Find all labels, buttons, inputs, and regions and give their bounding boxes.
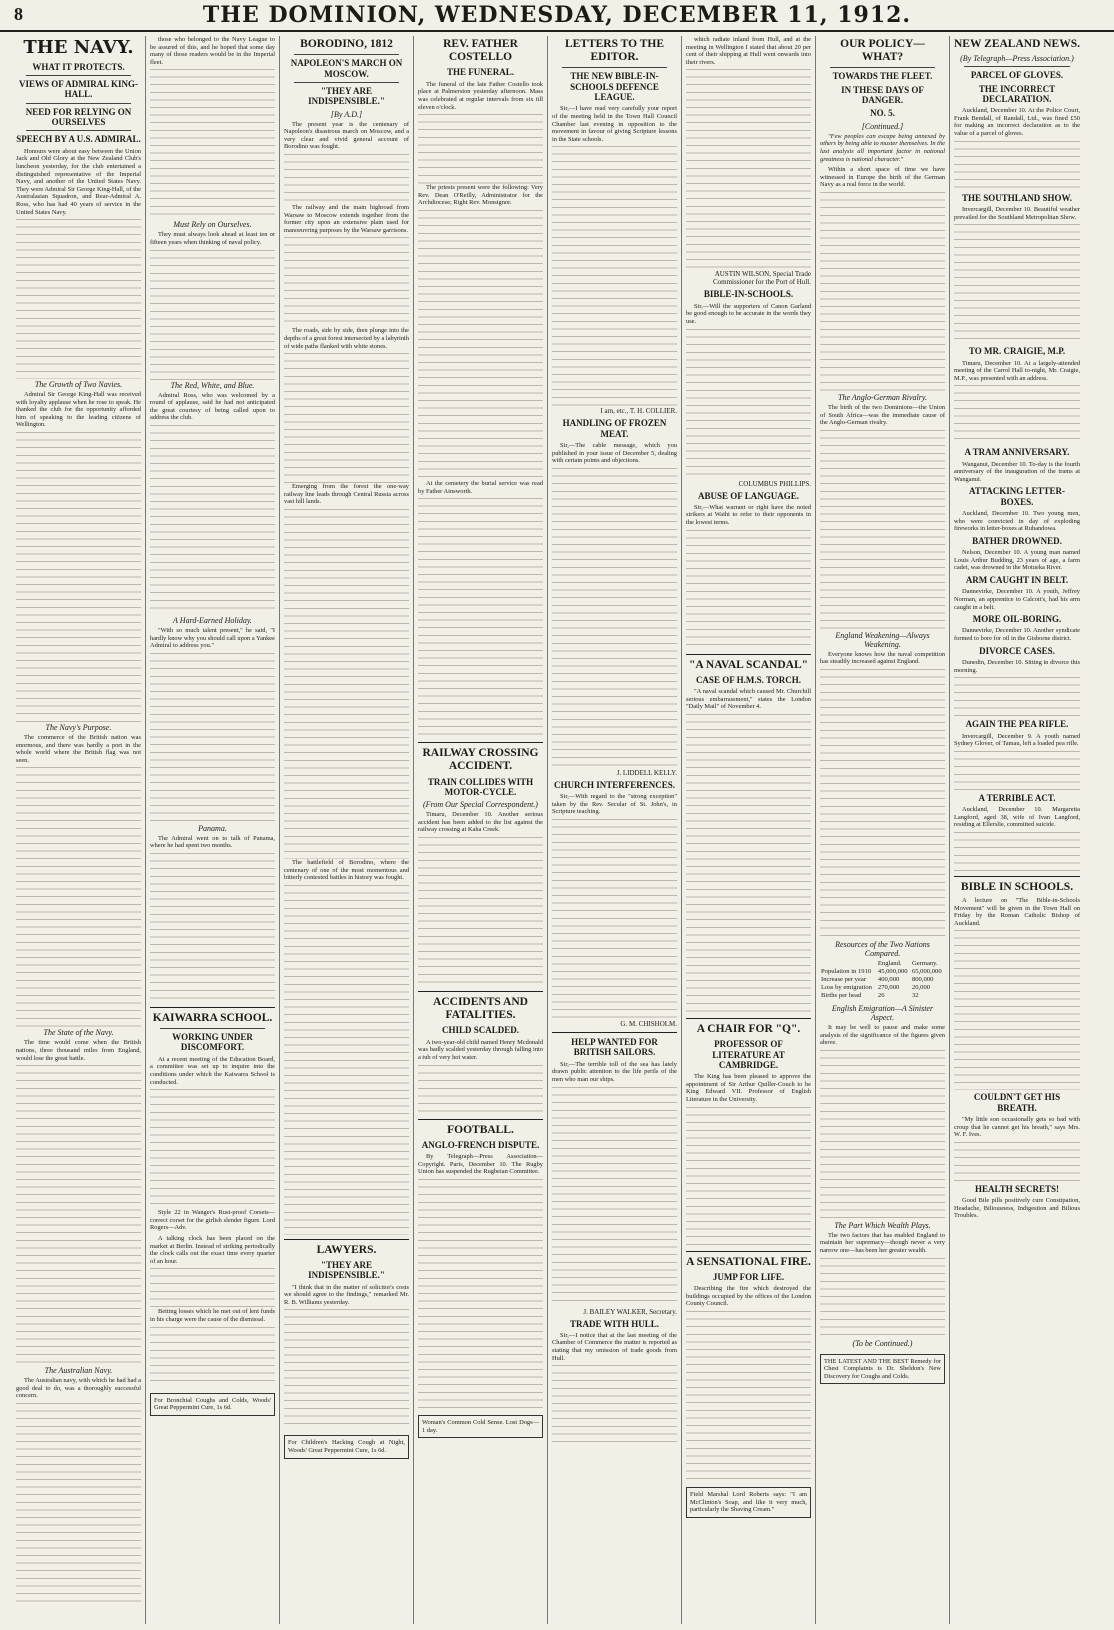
- paragraph: The commerce of the British nation was enormous, and there was hardly a port in the whole world where the British flag was not seen.: [16, 734, 141, 764]
- text-lines: [686, 530, 811, 650]
- column-5: [548, 36, 682, 1624]
- table-cell: Increase per year: [821, 975, 867, 983]
- paragraph: Wanganui, December 10. To-day is the fourth anniversary of the inauguration of the trams at Wanganui.: [954, 460, 1080, 483]
- paragraph: Sir,—I notice that at the last meeting of the Chamber of Commerce the matter is reported as stating that my omission of trade goods from Hull.: [552, 1331, 677, 1362]
- subheading: ATTACKING LETTER-BOXES.: [969, 486, 1065, 507]
- advertisement: [150, 1393, 275, 1416]
- paragraph: It may be well to pause and make some analysis of the significance of the figures given above.: [820, 1023, 945, 1047]
- deck: IN THESE DAYS OF DANGER.: [841, 84, 924, 106]
- divider: [294, 54, 399, 55]
- byline: [By A.D.]: [330, 109, 363, 119]
- table-cell: 32: [911, 991, 919, 999]
- paragraph: Auckland, December 10. Margaretta Langford, aged 38, wife of Ivan Langford, residing at Ellerslie, committed suicide.: [954, 806, 1080, 829]
- paragraph: By Telegraph—Press Association—Copyright. Paris, December 10. The Rugby Union has suspended the Rugbeian Committee.: [418, 1153, 543, 1176]
- paragraph: "My little son occasionally gets so bad with croup that he cannot get his breath," says Mrs. W. F. Ives.: [954, 1116, 1080, 1139]
- ad-text: For Bronchial Coughs and Colds, Woods' Great Peppermint Cure, 1s 6d.: [154, 1396, 271, 1412]
- paragraph: Dannevirke, December 10. A youth, Jeffrey Norman, an apprentice to Calcott's, had his arm caught in a belt.: [954, 588, 1080, 611]
- advertisement: [686, 1487, 811, 1518]
- deck: TRAIN COLLIDES WITH MOTOR-CYCLE.: [427, 776, 534, 797]
- paragraph: Invercargill, December 9. A youth named Sydney Glover, of Tamau, left a loaded pea rifle.: [954, 732, 1080, 748]
- table-header-cell: Germany.: [911, 959, 938, 967]
- resources-table: [820, 960, 945, 1000]
- paragraph: Admiral Sir George King-Hall was received with loyalty applause when he rose to speak. He thanked the club for the opportunity afforded him of speaking to the leading citizens of Wellington.: [16, 391, 141, 429]
- deck: (By Telegraph—Press Association.): [960, 54, 1074, 64]
- text-lines: [150, 1268, 275, 1308]
- paragraph: The priests present were the following: Very Rev. Dean O'Reilly, Administrator for the Archdiocese; Right Rev. Monsignor.: [418, 184, 543, 207]
- headline-football: FOOTBALL.: [447, 1123, 514, 1136]
- divider: [150, 1007, 275, 1008]
- subheading: (From Our Special Correspondent.): [423, 800, 538, 810]
- subheading: The Navy's Purpose.: [45, 723, 112, 733]
- deck: WHAT IT PROTECTS.: [32, 61, 125, 72]
- text-lines: [284, 1309, 409, 1429]
- paragraph: Invercargill, December 10. Beautiful weather prevailed for the Southland Metropolitan Show.: [954, 205, 1080, 221]
- paragraph: Dannevirke, December 10. Another syndicate formed to bore for oil in the Gisborne district.: [954, 627, 1080, 643]
- paragraph: Everyone knows how the naval competition has steadily increased against England.: [820, 650, 945, 666]
- column-7: [816, 36, 950, 1624]
- article-number: NO. 5.: [870, 108, 895, 119]
- paragraph: Auckland, December 10. At the Police Court, Frank Bendall, of Randall, Ltd., was fined £50 for making an incorrect declaration as to the value of a parcel of gloves.: [954, 107, 1080, 138]
- subheading: COULDN'T GET HIS BREATH.: [973, 1092, 1061, 1113]
- deck: THE INCORRECT DECLARATION.: [978, 83, 1056, 104]
- subheading: THE SOUTHLAND SHOW.: [962, 192, 1072, 203]
- paragraph: Describing the fire which destroyed the buildings occupied by the offices of the London County Council.: [686, 1285, 811, 1308]
- quote: "Few peoples can escape being annexed by others by being able to muster themselves. In the last analysis all important factor in national greatness is national character.": [820, 132, 945, 163]
- column-1: [12, 36, 146, 1624]
- paragraph: The funeral of the late Father Costello took place at Palmerston yesterday afternoon. Mass was celebrated at regular intervals from six till eleven o'clock.: [418, 80, 543, 111]
- divider: [562, 67, 667, 68]
- headline-naval-scandal: "A NAVAL SCANDAL": [688, 658, 809, 671]
- ad-text: THE LATEST AND THE BEST Remedy for Chest Complaints is Dr. Sheldon's New Discovery for Coughs and Colds.: [824, 1357, 941, 1380]
- deck: NEED FOR RELYING ON OURSELVES: [25, 106, 132, 128]
- text-lines: [686, 714, 811, 1014]
- text-lines: [954, 385, 1080, 445]
- text-lines: [16, 1403, 141, 1603]
- subheading: The Australian Navy.: [44, 1366, 113, 1376]
- divider: [552, 1032, 677, 1033]
- deck: NAPOLEON'S MARCH ON MOSCOW.: [290, 58, 403, 79]
- text-lines: [150, 653, 275, 823]
- advertisement: [418, 1415, 543, 1438]
- divider: [686, 654, 811, 655]
- paragraph: which radiate inland from Hull, and at the meeting in Wellington I stated that about 20 per cent of their shipping at Hull went onwards into their rivers.: [686, 36, 811, 66]
- headline-accidents: ACCIDENTS AND FATALITIES.: [433, 996, 528, 1022]
- text-lines: [954, 832, 1080, 872]
- headline-the-navy: THE NAVY.: [23, 37, 134, 58]
- text-lines: [820, 430, 945, 630]
- page-number: 8: [14, 4, 23, 24]
- headline-railway-accident: RAILWAY CROSSING ACCIDENT.: [422, 747, 539, 773]
- text-lines: [820, 192, 945, 392]
- divider: [26, 75, 131, 76]
- text-lines: [686, 1107, 811, 1247]
- subheading: TRADE WITH HULL.: [569, 1318, 660, 1329]
- text-lines: [16, 432, 141, 722]
- text-lines: [418, 1065, 543, 1115]
- text-lines: [954, 751, 1080, 791]
- table-cell: 26: [877, 991, 885, 999]
- paragraph: They must always look ahead at least ten or fifteen years when thinking of naval policy.: [150, 231, 275, 246]
- text-lines: [954, 224, 1080, 344]
- headline-our-policy: OUR POLICY—WHAT?: [840, 38, 925, 64]
- paragraph: Betting losses which he met out of lent funds in his charge were the cause of the dismissal.: [150, 1308, 275, 1323]
- table-header-cell: [820, 960, 877, 968]
- advertisement: [284, 1435, 409, 1458]
- text-lines: [686, 329, 811, 479]
- signature: G. M. CHISHOLM.: [620, 1020, 677, 1029]
- table-row: [820, 976, 945, 984]
- text-lines: [150, 853, 275, 1003]
- table-cell: Population in 1910: [821, 967, 872, 975]
- text-lines: [820, 669, 945, 939]
- text-lines: [284, 154, 409, 204]
- column-6: [682, 36, 816, 1624]
- signature: I am, etc., T. H. COLLIER.: [600, 407, 677, 416]
- column-3: [280, 36, 414, 1624]
- paragraph: Good Bile pills positively cure Constipation, Headache, Biliousness, Indigestion and Bilious Troubles.: [954, 1197, 1080, 1220]
- paragraph: Auckland, December 10. Two young men, who were convicted in day of exploding fireworks in letter-boxes at Ruhandowa.: [954, 510, 1080, 533]
- divider: [964, 66, 1070, 67]
- subheading: BATHER DROWNED.: [972, 535, 1062, 546]
- table-cell: 400,000: [877, 975, 900, 983]
- signature: AUSTIN WILSON, Special Trade Commissioner for the Port of Hull.: [713, 270, 811, 287]
- paragraph: Timaru, December 10. Another serious accident has been added to the list against the railway crossing at Kaha Creek.: [418, 811, 543, 834]
- divider: [26, 130, 131, 131]
- paragraph: The Admiral went on to talk of Panama, where he had spent two months.: [150, 834, 275, 850]
- ad-text: For Children's Hacking Cough at Night, Woods' Great Peppermint Cure, 1s 6d.: [288, 1439, 405, 1454]
- table-cell: 65,000,000: [911, 967, 942, 975]
- subheading: MORE OIL-BORING.: [972, 614, 1062, 625]
- paragraph: The battlefield of Borodino, where the centenary of one of the most momentous and bitterly contested battles in history was fought.: [284, 858, 409, 882]
- text-lines: [284, 237, 409, 327]
- paragraph: Timaru, December 10. At a largely-attended meeting of the Carrol Hall to-night, Mr. Craigie, M.P., was presented with an address.: [954, 359, 1080, 382]
- paragraph: Sir,—The terrible toll of the sea has lately drawn public attention to the life perils of the men who man our ships.: [552, 1060, 677, 1083]
- paragraph: The roads, side by side, then plunge into the depths of a great forest intersected by a labyrinth of wide paths flanked with white stones.: [284, 327, 409, 350]
- subheading: AGAIN THE PEA RIFLE.: [965, 719, 1069, 730]
- text-lines: [954, 1142, 1080, 1182]
- text-lines: [150, 425, 275, 615]
- paragraph: The railway and the main highroad from Warsaw to Moscow extends together from the former city upon an extensive plain used for manoeuvring purposes by the Warsaw garrisons.: [284, 203, 409, 234]
- ad-text: Field Marshal Lord Roberts says: "I am McClinton's Soap, and like it very much, particularly the Shaving Cream.": [690, 1490, 807, 1514]
- deck: "THEY ARE INDISPENSIBLE.": [308, 85, 385, 107]
- paragraph: At a recent meeting of the Education Board, a committee was set up to inquire into the conditions under which the Kaiwarra School is conducted.: [150, 1055, 275, 1086]
- text-lines: [418, 114, 543, 184]
- paragraph: The two factors that has enabled England to maintain her supremacy—though never a very narrow one—has been her greater wealth.: [820, 1231, 945, 1254]
- paragraph: Within a short space of time we have witnessed in Europe the birth of the German Navy as a real force in the world.: [820, 166, 945, 189]
- headline-chair-for-q: A CHAIR FOR "Q".: [696, 1022, 801, 1035]
- table-row: [820, 992, 945, 1000]
- paragraph: Sir,—What warrant or right have the noted strikers at Waihi to refer to their opponents in the lowest terms.: [686, 503, 811, 527]
- paragraph: Emerging from the forest the one-way railway line leads through Central Russia across vast hill lands.: [284, 483, 409, 506]
- subheading: The Anglo-German Rivalry.: [838, 392, 927, 402]
- text-lines: [954, 141, 1080, 191]
- paragraph: those who belonged to the Navy League to be assured of this, and he hoped that some day many of those readers would be in the Imperial fleet.: [150, 36, 275, 66]
- text-lines: [284, 353, 409, 483]
- subheading: The State of the Navy.: [43, 1028, 114, 1038]
- subheading: The Part Which Wealth Plays.: [834, 1220, 931, 1230]
- subheading: England Weakening—Always Weakening.: [835, 630, 930, 649]
- divider: [284, 1239, 409, 1240]
- subheading: Panama.: [198, 823, 227, 833]
- paragraph: Dunedin, December 10. Sitting in divorce this morning.: [954, 659, 1080, 674]
- paper-title: THE DOMINION, WEDNESDAY, DECEMBER 11, 1912.: [202, 2, 912, 28]
- subheading: HEALTH SECRETS!: [975, 1183, 1059, 1194]
- table-header-cell: England.: [877, 959, 902, 967]
- subheading: Resources of the Two Nations Compared.: [835, 939, 930, 958]
- paragraph: A talking clock has been placed on the market at Berlin. Instead of striking periodically the clock calls out the exact time every quarter of an hour.: [150, 1234, 275, 1265]
- text-lines: [150, 1327, 275, 1387]
- headline-lawyers: LAWYERS.: [316, 1243, 377, 1256]
- subheading: ARM CAUGHT IN BELT.: [965, 575, 1069, 585]
- table-row: [820, 968, 945, 976]
- paragraph: Nelson, December 10. A young man named Louis Arthur Budding, 23 years of age, a farm cadet, was drowned in the Motueka River.: [954, 549, 1080, 572]
- table-header-row: [820, 960, 945, 968]
- continued-note: [Continued.]: [861, 121, 904, 131]
- deck: SPEECH BY A U.S. ADMIRAL.: [16, 134, 141, 145]
- headline-help-wanted: HELP WANTED FOR BRITISH SAILORS.: [571, 1037, 658, 1058]
- headline-letters: LETTERS TO THE EDITOR.: [564, 38, 665, 64]
- text-lines: [686, 69, 811, 269]
- paragraph: The birth of the two Dominions—the Union of South Africa—was the immediate cause of the Anglo-German rivalry.: [820, 403, 945, 427]
- paragraph: Sir,—With regard to the "strong exception" taken by the Rev. Secular of St. John's, in Scripture teaching.: [552, 793, 677, 816]
- subheading: A TRAM ANNIVERSARY.: [964, 447, 1070, 458]
- deck: THE FUNERAL.: [446, 67, 514, 78]
- subheading: TO MR. CRAIGIE, M.P.: [968, 346, 1066, 357]
- paragraph: At the cemetery the burial service was read by Father Ainsworth.: [418, 479, 543, 495]
- text-lines: [820, 1050, 945, 1220]
- text-lines: [418, 837, 543, 987]
- text-lines: [552, 1365, 677, 1445]
- paragraph: A two-year-old child named Henry Mcdonald was badly scalded yesterday through falling into a tub of very hot water.: [418, 1038, 543, 1061]
- subheading: BIBLE-IN-SCHOOLS.: [703, 289, 794, 300]
- subheading: HANDLING OF FROZEN MEAT.: [562, 418, 667, 439]
- text-lines: [418, 1179, 543, 1409]
- signature: J. LIDDELL KELLY.: [616, 768, 677, 777]
- headline-bible-in-schools: BIBLE IN SCHOOLS.: [960, 880, 1074, 893]
- column-8: [950, 36, 1084, 1624]
- divider: [294, 82, 399, 83]
- paragraph: Sir,—Will the supporters of Canon Garland be good enough to be accurate in the words they use.: [686, 302, 811, 325]
- table-cell: 20,000: [911, 983, 931, 991]
- deck: THE NEW BIBLE-IN-SCHOOLS DEFENCE LEAGUE.: [570, 71, 659, 103]
- deck: "THEY ARE INDISPENSIBLE.": [308, 1259, 385, 1281]
- divider: [160, 1028, 265, 1029]
- divider: [418, 742, 543, 743]
- text-lines: [954, 677, 1080, 717]
- text-lines: [552, 1087, 677, 1307]
- text-lines: [954, 930, 1080, 1090]
- subheading: The Red, White, and Blue.: [170, 380, 255, 390]
- text-lines: [150, 250, 275, 380]
- table-cell: 800,000: [911, 975, 934, 983]
- subheading: The Growth of Two Navies.: [34, 380, 123, 390]
- subheading: CHURCH INTERFERENCES.: [553, 779, 676, 790]
- paragraph: The Australian navy, with which he had had a good deal to do, was a thoroughly successful concern.: [16, 1377, 141, 1400]
- paragraph: The King has been pleased to approve the appointment of Sir Arthur Quiller-Couch to be King Edward VII. Professor of English Literature in the University.: [686, 1073, 811, 1103]
- text-lines: [820, 1258, 945, 1338]
- paragraph: Sir,—I have read very carefully your report of the meeting held in the Town Hall Council Chamber last evening in opposition to the movement in favour of giving Scripture lessons in the State schools.: [552, 105, 677, 143]
- headline-sensational-fire: A SENSATIONAL FIRE.: [686, 1255, 811, 1268]
- paragraph: "A naval scandal which caused Mr. Churchill serious embarrassment," states the London "Daily Mail" of November 4.: [686, 688, 811, 711]
- deck: VIEWS OF ADMIRAL KING-HALL.: [19, 79, 138, 100]
- paragraph: Admiral Ross, who was welcomed by a round of applause, said he had not anticipated the great courtesy of being called upon to address the club.: [150, 391, 275, 422]
- continued-note: (To be Continued.): [852, 1338, 913, 1348]
- text-lines: [552, 468, 677, 768]
- headline-kaiwarra-school: KAIWARRA SCHOOL.: [152, 1011, 273, 1024]
- masthead: [0, 0, 1114, 32]
- deck: PROFESSOR OF LITERATURE AT CAMBRIDGE.: [712, 1039, 785, 1070]
- text-lines: [552, 146, 677, 406]
- signature: J. BAILEY WALKER, Secretary.: [583, 1307, 677, 1316]
- deck: ANGLO-FRENCH DISPUTE.: [421, 1139, 540, 1150]
- divider: [26, 103, 131, 104]
- text-lines: [16, 1065, 141, 1365]
- table-cell: 270,000: [877, 983, 900, 991]
- subheading: English Emigration—A Sinister Aspect.: [831, 1003, 934, 1022]
- table-cell: 45,000,000: [877, 967, 908, 975]
- paragraph: The present year is the centenary of Napoleon's disastrous march on Moscow, and a very clear and vivid general account of Borodino was fought.: [284, 120, 409, 151]
- subheading: DIVORCE CASES.: [979, 645, 1055, 656]
- subheading: Must Rely on Ourselves.: [173, 220, 252, 230]
- paragraph: Honours were about easy between the Union Jack and Old Glory at the New Zealand Club's luncheon yesterday, for the club entertained a distinguished representative of the Imperial Navy, and another of the United States Navy. They were Admiral Sir George King-Hall, of the Australasian Squadron, and Rear-Admiral A. Ross, who has had 40 years of service in the United States Navy.: [16, 147, 141, 216]
- text-lines: [418, 498, 543, 738]
- headline-borodino: BORODINO, 1812: [300, 38, 393, 50]
- ad-text: Woman's Common Cold Sense. Lost Dogs—1 day.: [422, 1418, 539, 1434]
- table-row: [820, 984, 945, 992]
- text-lines: [284, 885, 409, 1235]
- divider: [418, 991, 543, 992]
- subheading: A TERRIBLE ACT.: [978, 792, 1056, 803]
- headline-father-costello: REV. FATHER COSTELLO: [443, 38, 518, 64]
- paragraph: Style 22 in Wanger's Rust-proof Corsets—correct corset for the girlish slender figure. Lord Rogers—Adv.: [150, 1209, 275, 1232]
- column-4: [414, 36, 548, 1624]
- paragraph: "With so much talent present," he said, "I hardly know why you should call upon a Yankee Admiral to address you.": [150, 626, 275, 650]
- subheading: ABUSE OF LANGUAGE.: [698, 490, 799, 501]
- divider: [830, 67, 935, 68]
- text-lines: [284, 509, 409, 859]
- deck: CASE OF H.M.S. TORCH.: [695, 674, 802, 685]
- table-cell: Loss by emigration: [821, 983, 872, 991]
- divider: [954, 876, 1080, 877]
- text-lines: [552, 819, 677, 1019]
- table-cell: Births per head: [821, 991, 862, 999]
- divider: [418, 1119, 543, 1120]
- deck: CHILD SCALDED.: [441, 1025, 519, 1036]
- text-lines: [418, 210, 543, 480]
- text-lines: [150, 69, 275, 219]
- columns: [12, 36, 1106, 1624]
- text-lines: [686, 1311, 811, 1481]
- divider: [686, 1251, 811, 1252]
- signature: COLUMBUS PHILLIPS.: [738, 479, 811, 488]
- paragraph: Sir,—The cable message, which you published in your issue of December 5, dealing with certain points and objections.: [552, 442, 677, 465]
- text-lines: [16, 219, 141, 379]
- subheading: A Hard-Earned Holiday.: [173, 615, 252, 625]
- headline-nz-news: NEW ZEALAND NEWS.: [954, 38, 1080, 50]
- subheading: PARCEL OF GLOVES.: [970, 70, 1064, 81]
- paragraph: A lecture on "The Bible-in-Schools Movement" will be given in the Town Hall on Friday by the Roman Catholic Bishop of Auckland.: [954, 897, 1080, 927]
- column-2: [146, 36, 280, 1624]
- divider: [686, 1018, 811, 1019]
- paragraph: "I think that in the matter of solicitor's costs we should agree to the findings," remarked Mr. R. B. Williams yesterday.: [284, 1283, 409, 1306]
- deck: WORKING UNDER DISCOMFORT.: [172, 1032, 253, 1053]
- deck: JUMP FOR LIFE.: [712, 1271, 785, 1282]
- paragraph: The time would come when the British nations, three thousand miles from England, would lose the great battle.: [16, 1039, 141, 1062]
- advertisement: [820, 1354, 945, 1385]
- deck: TOWARDS THE FLEET.: [832, 71, 933, 82]
- text-lines: [150, 1089, 275, 1209]
- text-lines: [16, 767, 141, 1027]
